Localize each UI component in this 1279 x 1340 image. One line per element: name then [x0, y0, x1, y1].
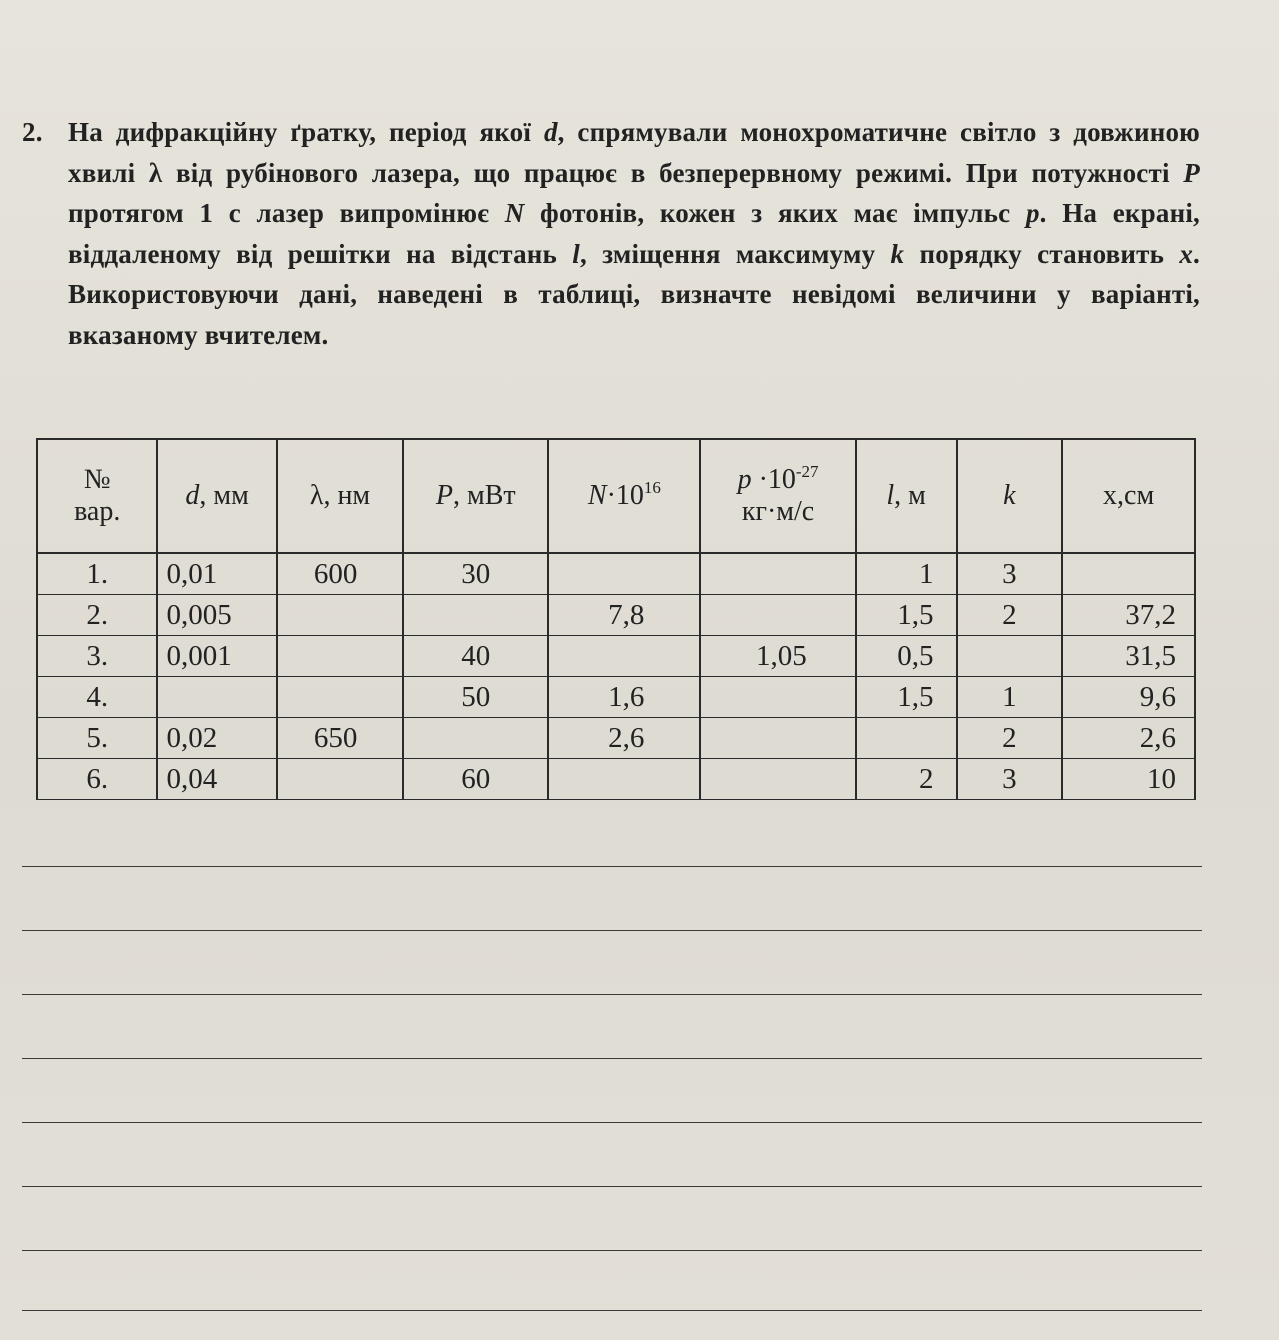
header-photon-count: $N\cdot 10^{16}$ — [548, 439, 700, 553]
problem-number: 2. — [22, 117, 43, 147]
cell-order: 3 — [957, 553, 1063, 595]
cell-momentum — [700, 553, 855, 595]
problem-symbol: l — [572, 238, 580, 269]
problem-text-segment: , зміщення максимуму — [580, 238, 891, 269]
cell-shift — [1062, 553, 1195, 595]
problem-statement — [22, 112, 1200, 355]
problem-text-segment: , спрямували монохроматичне світло з довжиною хвилі λ від рубінового лазера, що працює в безперервному режимі. При потужності — [68, 117, 1200, 188]
problem-text-segment: На дифракційну ґратку, період якої — [68, 117, 544, 147]
cell-period: 0,02 — [157, 718, 276, 759]
cell-period: 0,005 — [157, 595, 276, 636]
header-wavelength: λ, нм — [277, 439, 403, 553]
cell-momentum: 1,05 — [700, 636, 855, 677]
cell-distance: 1,5 — [856, 595, 957, 636]
cell-power: 30 — [403, 553, 548, 595]
problem-symbol: x — [1179, 238, 1194, 269]
cell-order: 2 — [957, 595, 1063, 636]
answer-line[interactable] — [22, 1310, 1202, 1311]
cell-photon-count — [548, 553, 700, 595]
answer-line[interactable] — [22, 1058, 1202, 1059]
cell-momentum — [700, 595, 855, 636]
table-row — [37, 718, 1195, 759]
header-shift: x,см — [1062, 439, 1195, 553]
cell-shift: 31,5 — [1062, 636, 1195, 677]
cell-period — [157, 677, 276, 718]
table-row — [37, 677, 1195, 718]
cell-order: 2 — [957, 718, 1063, 759]
problem-text-segment: фотонів, кожен з яких має імпульс — [524, 198, 1026, 228]
cell-wavelength: 650 — [277, 718, 403, 759]
header-momentum: $p \cdot 10^{-27}$ кг·м/с — [700, 439, 855, 553]
problem-text — [68, 112, 1200, 355]
cell-variant: 3. — [37, 636, 157, 677]
cell-wavelength — [277, 636, 403, 677]
cell-period: 0,001 — [157, 636, 276, 677]
header-variant: № вар. — [37, 439, 157, 553]
table-row — [37, 759, 1195, 800]
cell-distance: 0,5 — [856, 636, 957, 677]
cell-order: 1 — [957, 677, 1063, 718]
problem-symbol: k — [890, 238, 905, 269]
data-table — [36, 438, 1196, 800]
cell-photon-count — [548, 759, 700, 800]
cell-photon-count: 1,6 — [548, 677, 700, 718]
answer-line[interactable] — [22, 1250, 1202, 1251]
cell-wavelength — [277, 677, 403, 718]
cell-variant: 4. — [37, 677, 157, 718]
answer-line[interactable] — [22, 930, 1202, 931]
header-distance: l, м — [856, 439, 957, 553]
cell-momentum — [700, 677, 855, 718]
problem-text-segment: протягом 1 с лазер випромінює — [68, 198, 505, 228]
cell-period: 0,01 — [157, 553, 276, 595]
problem-text-segment: . Використовуючи дані, наведені в таблиці, визначте невідомі величини у варіанті, вказаному вчителем. — [68, 238, 1200, 350]
problem-symbol: P — [1183, 157, 1200, 188]
problem-text-segment: . На екрані, віддаленому від решітки на відстань — [68, 198, 1200, 269]
cell-wavelength: 600 — [277, 553, 403, 595]
cell-order: 3 — [957, 759, 1063, 800]
table-header-row — [37, 439, 1195, 553]
answer-line[interactable] — [22, 994, 1202, 995]
problem-text-segment: порядку становить — [904, 238, 1180, 269]
table-row — [37, 636, 1195, 677]
cell-photon-count: 2,6 — [548, 718, 700, 759]
cell-order — [957, 636, 1063, 677]
header-power: P, мВт — [403, 439, 548, 553]
cell-shift: 10 — [1062, 759, 1195, 800]
cell-momentum — [700, 759, 855, 800]
cell-power: 60 — [403, 759, 548, 800]
header-period: d, мм — [157, 439, 276, 553]
answer-line[interactable] — [22, 866, 1202, 867]
cell-wavelength — [277, 595, 403, 636]
problem-symbol: d — [543, 117, 558, 147]
cell-shift: 37,2 — [1062, 595, 1195, 636]
cell-shift: 9,6 — [1062, 677, 1195, 718]
cell-power — [403, 595, 548, 636]
problem-symbol: p — [1025, 198, 1040, 228]
cell-variant: 5. — [37, 718, 157, 759]
cell-photon-count: 7,8 — [548, 595, 700, 636]
answer-line[interactable] — [22, 1122, 1202, 1123]
cell-wavelength — [277, 759, 403, 800]
cell-distance: 2 — [856, 759, 957, 800]
cell-power — [403, 718, 548, 759]
cell-variant: 2. — [37, 595, 157, 636]
table-row — [37, 553, 1195, 595]
table-row — [37, 595, 1195, 636]
cell-period: 0,04 — [157, 759, 276, 800]
answer-line[interactable] — [22, 1186, 1202, 1187]
cell-momentum — [700, 718, 855, 759]
cell-variant: 6. — [37, 759, 157, 800]
cell-power: 40 — [403, 636, 548, 677]
cell-variant: 1. — [37, 553, 157, 595]
cell-shift: 2,6 — [1062, 718, 1195, 759]
cell-power: 50 — [403, 677, 548, 718]
header-order: k — [957, 439, 1063, 553]
problem-symbol: N — [504, 198, 525, 228]
cell-distance — [856, 718, 957, 759]
cell-distance: 1 — [856, 553, 957, 595]
cell-photon-count — [548, 636, 700, 677]
cell-distance: 1,5 — [856, 677, 957, 718]
